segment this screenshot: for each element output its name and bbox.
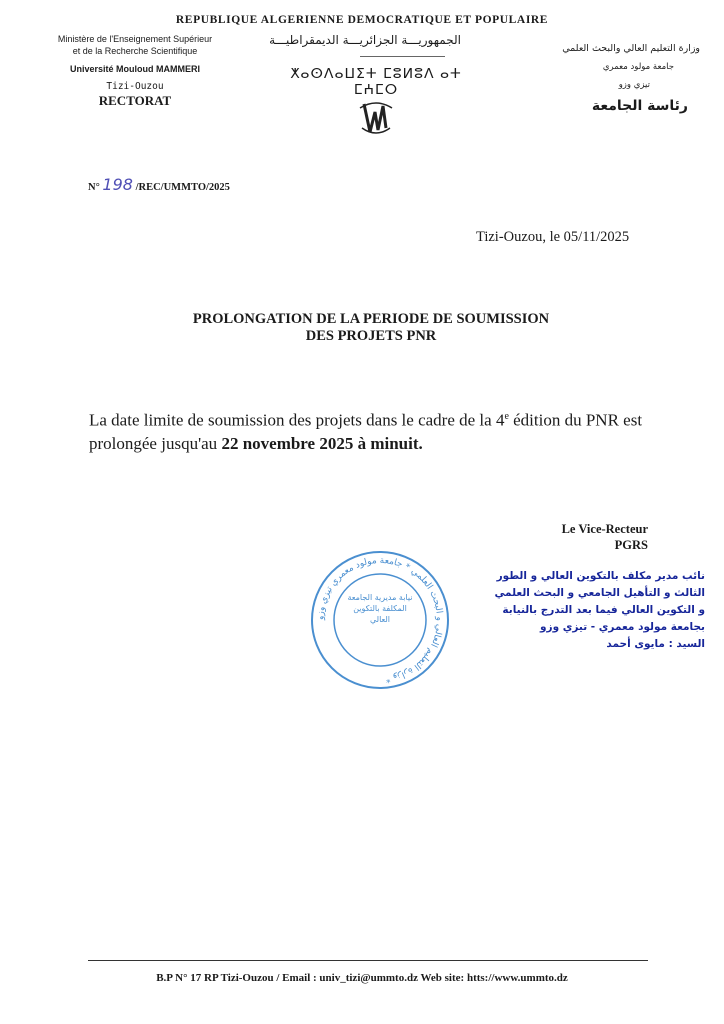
stamp-inner-text: نيابة مديرية الجامعة المكلفة بالتكوين العالي — [347, 593, 413, 624]
body-text-part-1: La date limite de soumission des projets dans le cadre de la 4 — [89, 410, 505, 430]
signature-line-4: بجامعة مولود معمري - تيزي وزو — [540, 621, 705, 633]
divider — [360, 56, 445, 57]
signer-unit: PGRS — [614, 538, 648, 552]
signature-line-2: الثالث و التأهيل الجامعي و البحث العلمي — [494, 587, 705, 599]
ministry-line-2: et de la Recherche Scientifique — [72, 46, 198, 56]
reference-handwritten-number: 198 — [102, 175, 133, 194]
university-name-ar: جامعة مولود معمري — [602, 62, 674, 72]
ministry-line-1: Ministère de l'Enseignement Supérieur — [57, 34, 213, 44]
city-ar: تيزي وزو — [618, 80, 650, 90]
official-stamp — [308, 548, 452, 692]
document-title — [90, 311, 652, 345]
footer-contact: B.P N° 17 RP Tizi-Ouzou / Email : univ_tizi@ummto.dz Web site: htts://www.ummto.dz — [156, 972, 568, 984]
signer-block — [540, 521, 648, 553]
deadline-bold: 22 novembre 2025 à minuit. — [221, 433, 423, 453]
office-ar: رئاسة الجامعة — [591, 98, 688, 114]
republic-heading-fr: REPUBLIQUE ALGERIENNE DEMOCRATIQUE ET POPULAIRE — [175, 14, 549, 26]
signature-line-5: السيد : مايوى أحمد — [606, 638, 705, 650]
signer-role: Le Vice-Recteur — [561, 522, 648, 536]
edition-superscript: e — [504, 411, 509, 422]
reference-prefix: N° — [88, 182, 100, 193]
signature-line-1: نائب مدير مكلف بالتكوين العالي و الطور — [496, 570, 705, 582]
stamp-outer-text: وزارة التعليم العالي و البحث العلمي * جامعة مولود معمري تيزي وزو * — [315, 555, 445, 684]
handwritten-signature-block — [455, 568, 705, 653]
signature-line-3: و التكوين العالي فيما بعد التدرج بالنيابة — [502, 604, 705, 616]
footer-divider — [88, 960, 648, 961]
right-letterhead — [520, 43, 700, 114]
city-fr: Tizi-Ouzou — [106, 81, 164, 92]
date-line: Tizi-Ouzou, le 05/11/2025 — [476, 229, 630, 245]
university-logo — [356, 98, 396, 138]
reference-suffix: /REC/UMMTO/2025 — [135, 182, 230, 193]
body-text-part-2: édition du PNR est prolongée jusqu'au — [89, 410, 643, 453]
body-paragraph — [89, 405, 649, 455]
office-fr: RECTORAT — [98, 93, 172, 108]
title-line-1: PROLONGATION DE LA PERIODE DE SOUMISSION — [192, 311, 550, 327]
left-letterhead — [30, 33, 240, 107]
university-name-fr: Université Mouloud MAMMERI — [70, 64, 200, 74]
reference-number — [88, 175, 230, 194]
title-line-2: DES PROJETS PNR — [305, 328, 437, 344]
tifinagh-heading: ⵅⴰⵙⴷⴰⵡⵉⵜ ⵎⵓⵍⵓⴷ ⴰⵜ ⵎⵄⵎⵔ — [290, 66, 462, 98]
republic-heading-ar: الجمهوريـــة الجزائريـــة الديمقراطيـــة — [269, 33, 461, 47]
ministry-ar: وزارة التعليم العالي والبحث العلمي — [562, 43, 700, 54]
